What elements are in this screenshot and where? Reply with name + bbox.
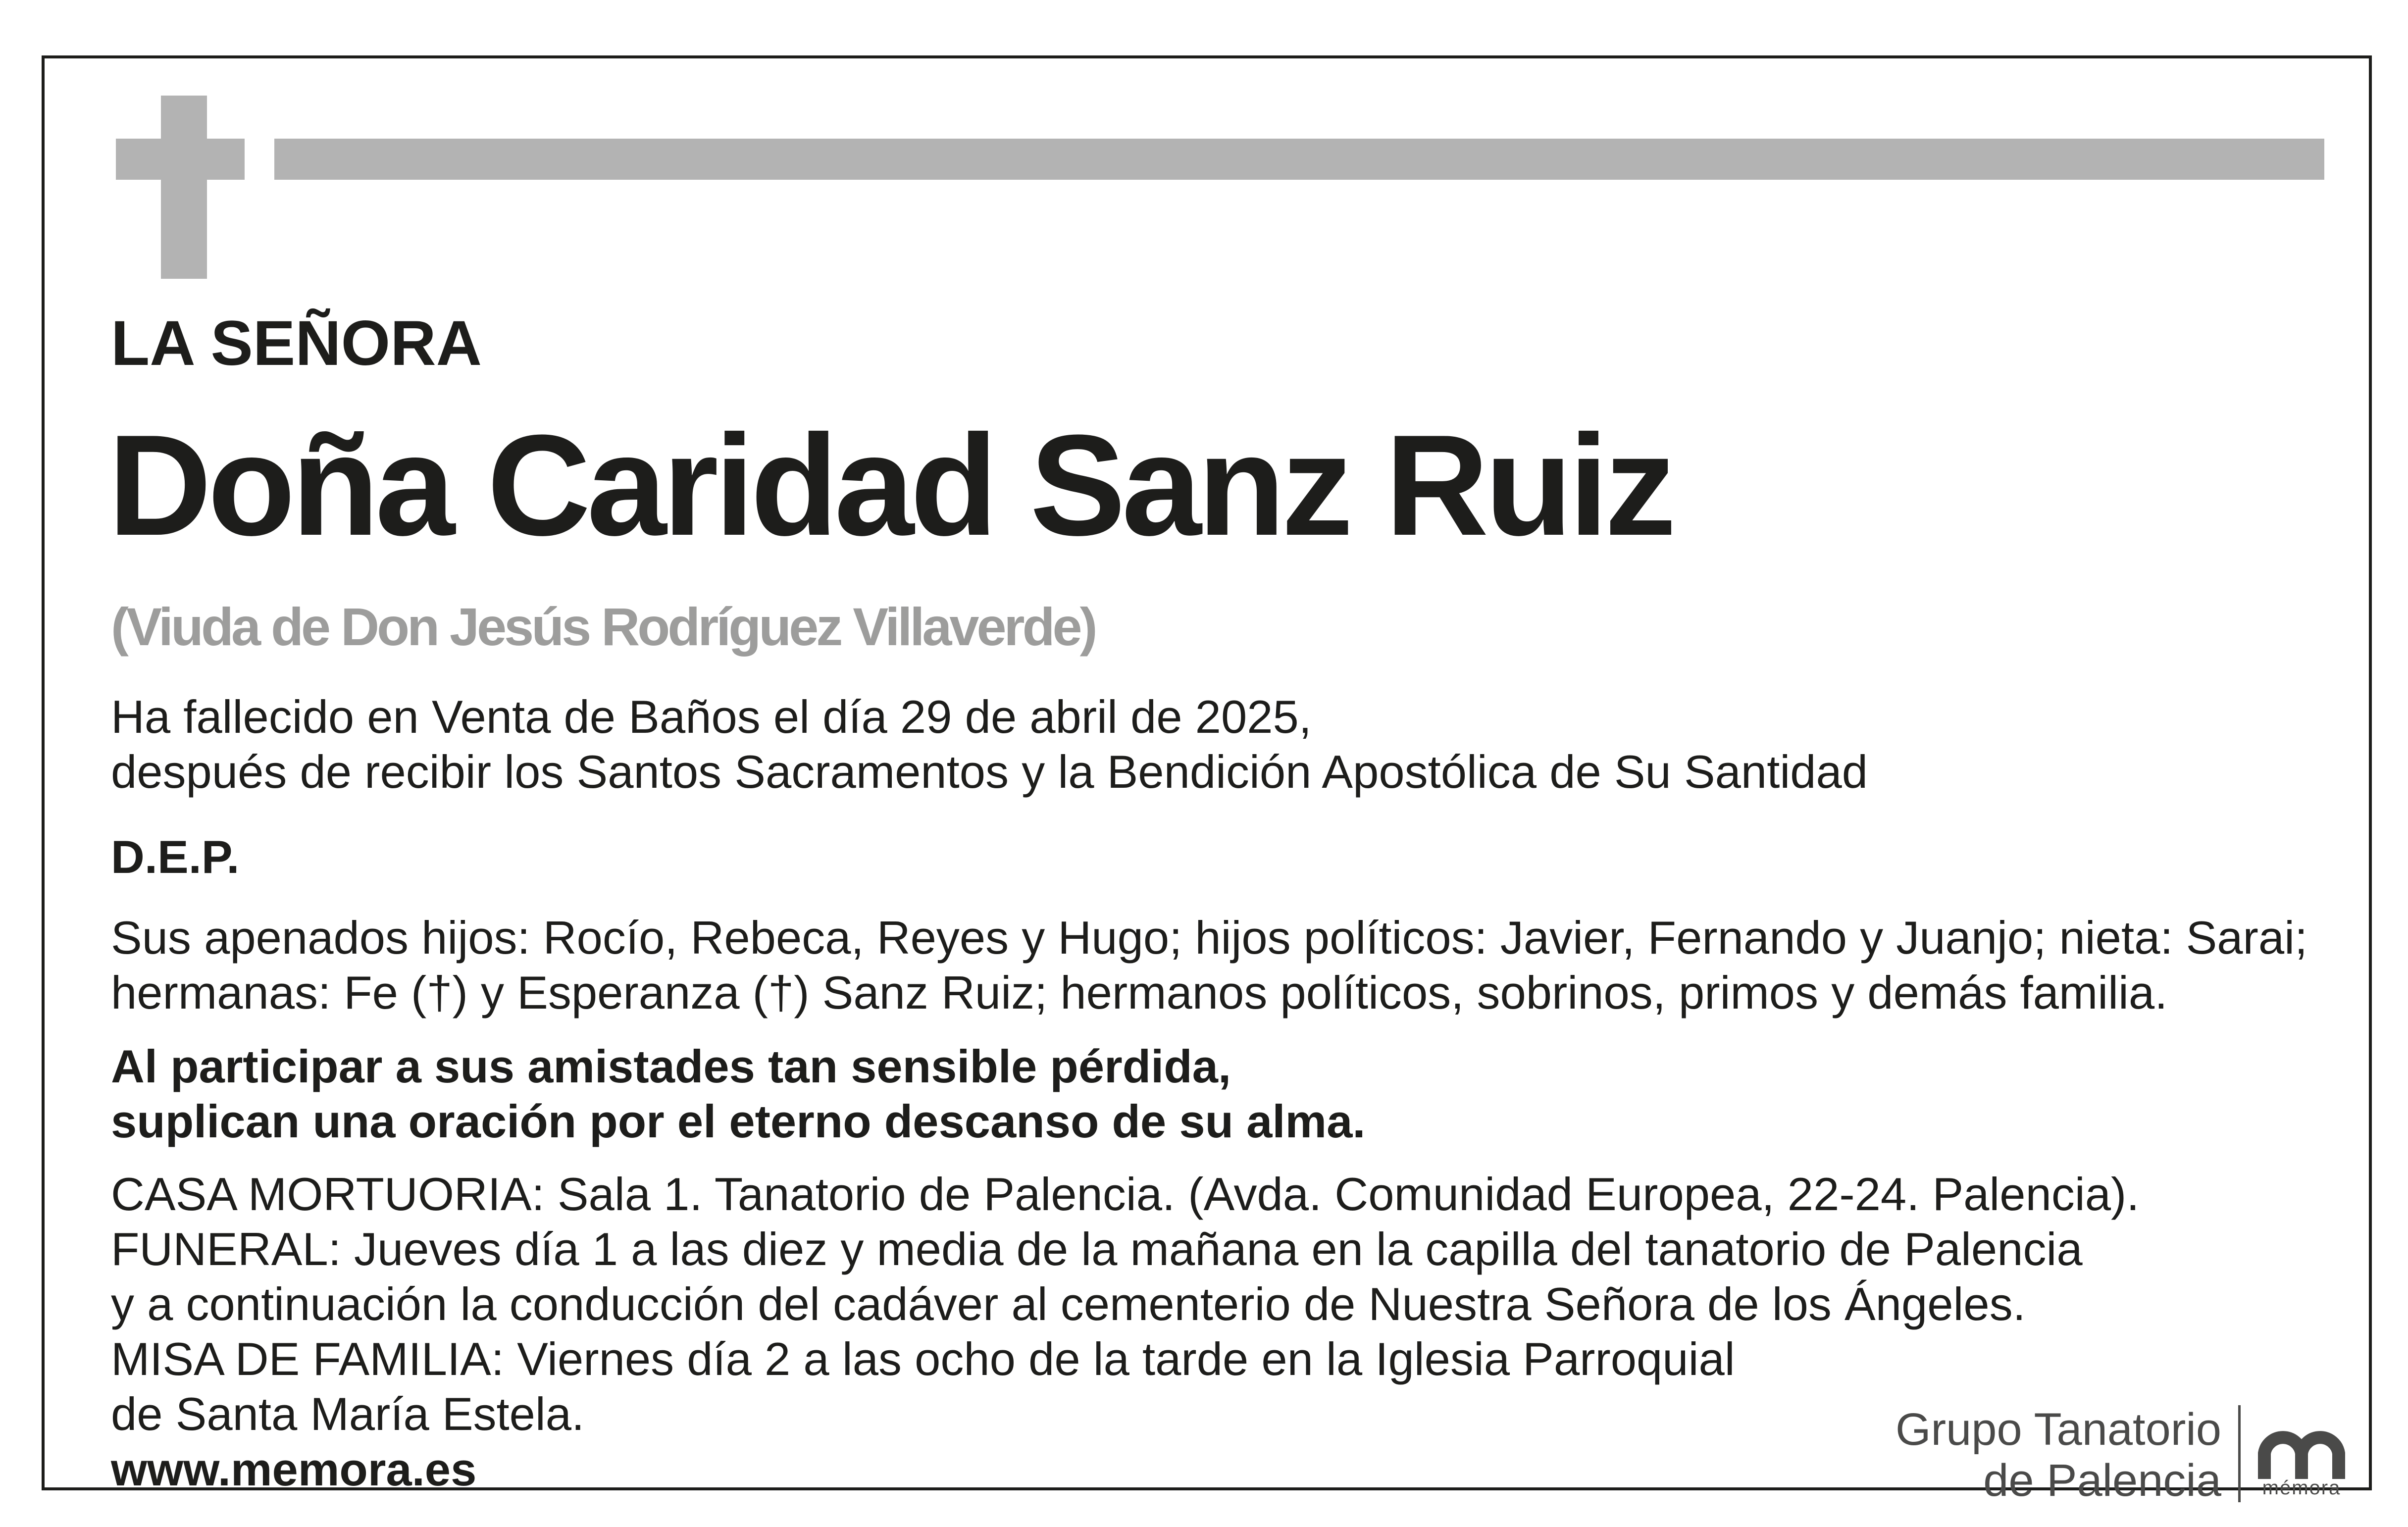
service-details [111, 1167, 2139, 1441]
funeral-home-name [1896, 1404, 2221, 1506]
death-statement-line: Ha fallecido en Venta de Baños el día 29 de abril de 2025, [111, 691, 1312, 743]
service-details-line: y a continuación la conducción del cadáver al cementerio de Nuestra Señora de los Ángeles. [111, 1278, 2026, 1330]
logo-divider [2238, 1405, 2241, 1502]
website-link[interactable]: www.memora.es [111, 1443, 477, 1495]
cross-icon-horizontal [116, 139, 245, 180]
funeral-home-name-line: Grupo Tanatorio [1895, 1404, 2221, 1455]
memora-label: mémora [2262, 1477, 2341, 1499]
prayer-request [111, 1039, 1366, 1149]
service-details-line: de Santa María Estela. [111, 1388, 585, 1440]
honorific: LA SEÑORA [111, 308, 482, 379]
decorative-bar [274, 139, 2324, 180]
memora-m-logo-icon [2254, 1425, 2349, 1484]
service-details-line: CASA MORTUORIA: Sala 1. Tanatorio de Palencia. (Avda. Comunidad Europea, 22-24. Palencia). [111, 1168, 2140, 1220]
family-line: hermanas: Fe (†) y Esperanza (†) Sanz Ruiz; hermanos políticos, sobrinos, primos y demás familia. [111, 967, 2168, 1018]
service-details-line: MISA DE FAMILIA: Viernes día 2 a las ocho de la tarde en la Iglesia Parroquial [111, 1333, 1735, 1385]
service-details-line: FUNERAL: Jueves día 1 a las diez y media de la mañana en la capilla del tanatorio de Palencia [111, 1223, 2083, 1275]
deceased-name: Doña Caridad Sanz Ruiz [108, 405, 1673, 565]
family-line: Sus apenados hijos: Rocío, Rebeca, Reyes y Hugo; hijos políticos: Javier, Fernando y Juanjo; nieta: Sarai; [111, 912, 2308, 964]
prayer-request-line: suplican una oración por el eterno descanso de su alma. [111, 1095, 1366, 1147]
funeral-home-name-line: de Palencia [1983, 1455, 2221, 1506]
death-statement [111, 689, 1868, 799]
dep-label: D.E.P. [111, 831, 240, 883]
cross-icon-vertical [161, 96, 207, 279]
prayer-request-line: Al participar a sus amistades tan sensible pérdida, [111, 1040, 1231, 1092]
death-statement-line: después de recibir los Santos Sacramentos y la Bendición Apostólica de Su Santidad [111, 746, 1868, 798]
widow-of: (Viuda de Don Jesús Rodríguez Villaverde) [111, 597, 1095, 657]
family-list [111, 910, 2307, 1020]
